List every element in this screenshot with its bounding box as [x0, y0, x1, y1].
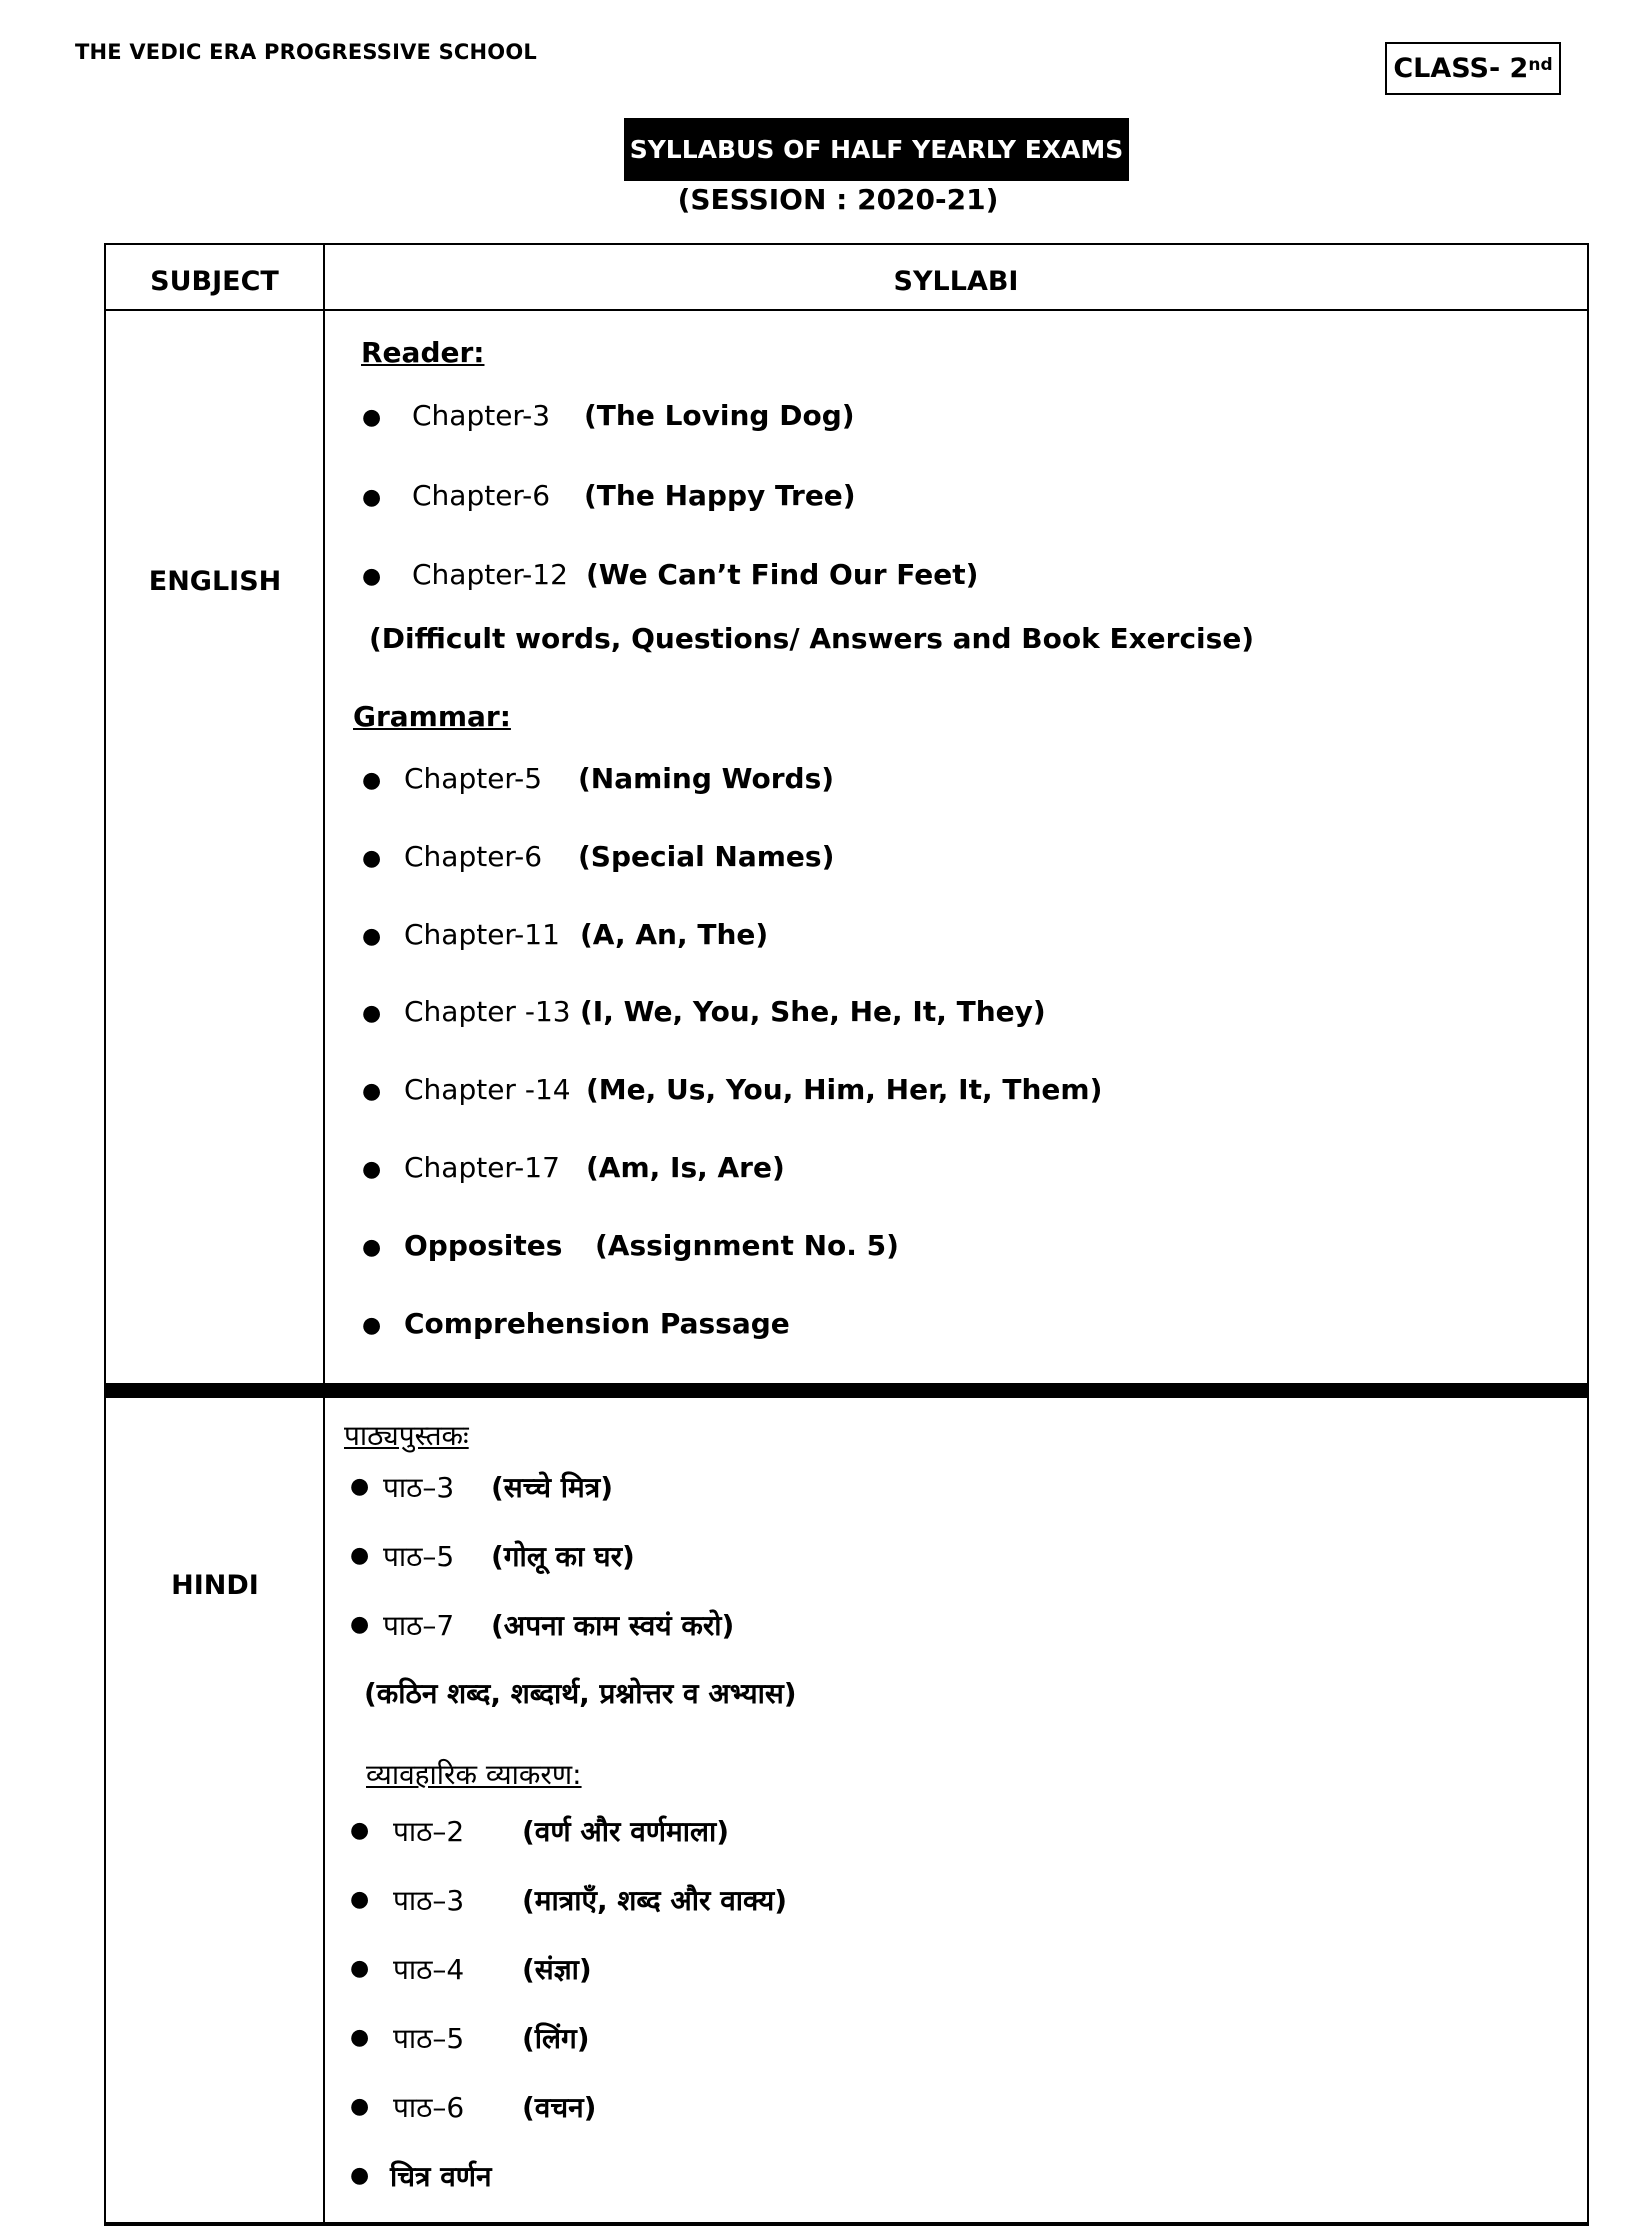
bullet-icon: ●: [350, 1956, 370, 1981]
chapter-title: (Naming Words): [578, 762, 835, 795]
bullet-icon: ●: [350, 1474, 370, 1499]
bullet-icon: ●: [350, 2094, 370, 2119]
bullet-icon: ●: [362, 564, 382, 589]
reader-heading: Reader:: [361, 336, 485, 369]
chapter-number: चित्र वर्णन: [390, 2160, 492, 2193]
grammar-heading: Grammar:: [353, 700, 511, 733]
bullet-icon: ●: [350, 2025, 370, 2050]
table-bottom-border: [104, 2222, 1589, 2226]
chapter-number: Chapter -13: [404, 995, 571, 1028]
chapter-number: Chapter-6: [404, 840, 543, 873]
chapter-number: Chapter-5: [404, 762, 543, 795]
chapter-title: (वचन): [522, 2091, 597, 2124]
chapter-number: Opposites: [404, 1229, 563, 1262]
table-right-border: [1587, 243, 1589, 2226]
class-label: CLASS- 2: [1393, 53, 1529, 84]
chapter-number: पाठ–2: [393, 1815, 465, 1848]
textbook-heading: पाठ्यपुस्तकः: [344, 1419, 469, 1452]
bullet-icon: ●: [362, 405, 382, 430]
exam-title-banner: SYLLABUS OF HALF YEARLY EXAMS: [624, 118, 1129, 181]
chapter-title: (Assignment No. 5): [595, 1229, 899, 1262]
bullet-icon: ●: [350, 1818, 370, 1843]
chapter-title: (The Happy Tree): [584, 479, 856, 512]
bullet-icon: ●: [362, 1235, 382, 1260]
chapter-title: (मात्राएँ, शब्द और वाक्य): [522, 1884, 788, 1917]
chapter-title: (The Loving Dog): [584, 399, 855, 432]
reader-note: (Difficult words, Questions/ Answers and Book Exercise): [369, 622, 1255, 655]
chapter-title: (गोलू का घर): [491, 1540, 635, 1573]
section-divider: [104, 1383, 1589, 1398]
chapter-title: (We Can’t Find Our Feet): [586, 558, 979, 591]
school-name: THE VEDIC ERA PROGRESSIVE SCHOOL: [75, 40, 537, 64]
chapter-title: (Special Names): [578, 840, 835, 873]
bullet-icon: ●: [362, 924, 382, 949]
chapter-number: Chapter-12: [412, 558, 568, 591]
chapter-title: (Me, Us, You, Him, Her, It, Them): [586, 1073, 1103, 1106]
class-badge: [1385, 42, 1561, 95]
chapter-number: Comprehension Passage: [404, 1307, 790, 1340]
header-divider: [104, 309, 1589, 311]
table-left-border: [104, 243, 106, 2226]
chapter-title: (अपना काम स्वयं करो): [491, 1609, 735, 1642]
chapter-number: पाठ–4: [393, 1953, 465, 1986]
subject-hindi: HINDI: [171, 1570, 259, 1601]
chapter-number: पाठ–5: [393, 2022, 465, 2055]
column-header-syllabi: SYLLABI: [893, 266, 1019, 297]
chapter-number: Chapter -14: [404, 1073, 571, 1106]
class-suffix: nd: [1528, 54, 1553, 75]
chapter-title: (सच्चे मित्र): [491, 1471, 614, 1504]
bullet-icon: ●: [362, 1157, 382, 1182]
chapter-number: पाठ–3: [383, 1471, 455, 1504]
chapter-number: Chapter-17: [404, 1151, 560, 1184]
bullet-icon: ●: [362, 1001, 382, 1026]
textbook-note: (कठिन शब्द, शब्दार्थ, प्रश्नोत्तर व अभ्यास): [364, 1677, 797, 1710]
chapter-number: Chapter-11: [404, 918, 560, 951]
bullet-icon: ●: [362, 846, 382, 871]
chapter-title: (Am, Is, Are): [586, 1151, 785, 1184]
chapter-title: (लिंग): [522, 2022, 590, 2055]
chapter-number: पाठ–3: [393, 1884, 465, 1917]
chapter-title: (संज्ञा): [522, 1953, 592, 1986]
chapter-number: पाठ–5: [383, 1540, 455, 1573]
bullet-icon: ●: [362, 1313, 382, 1338]
table-top-border: [104, 243, 1589, 245]
column-divider: [323, 243, 325, 2226]
subject-english: ENGLISH: [148, 566, 282, 597]
column-header-subject: SUBJECT: [150, 266, 279, 297]
chapter-title: (वर्ण और वर्णमाला): [522, 1815, 730, 1848]
hindi-grammar-heading: व्यावहारिक व्याकरण:: [366, 1758, 582, 1791]
bullet-icon: ●: [362, 768, 382, 793]
bullet-icon: ●: [350, 1612, 370, 1637]
chapter-number: Chapter-3: [412, 399, 551, 432]
chapter-title: (I, We, You, She, He, It, They): [580, 995, 1046, 1028]
chapter-number: पाठ–7: [383, 1609, 455, 1642]
bullet-icon: ●: [350, 2163, 370, 2188]
bullet-icon: ●: [350, 1887, 370, 1912]
chapter-title: (A, An, The): [580, 918, 769, 951]
session-label: (SESSION : 2020-21): [677, 183, 999, 216]
bullet-icon: ●: [350, 1543, 370, 1568]
bullet-icon: ●: [362, 485, 382, 510]
bullet-icon: ●: [362, 1079, 382, 1104]
chapter-number: Chapter-6: [412, 479, 551, 512]
chapter-number: पाठ–6: [393, 2091, 465, 2124]
